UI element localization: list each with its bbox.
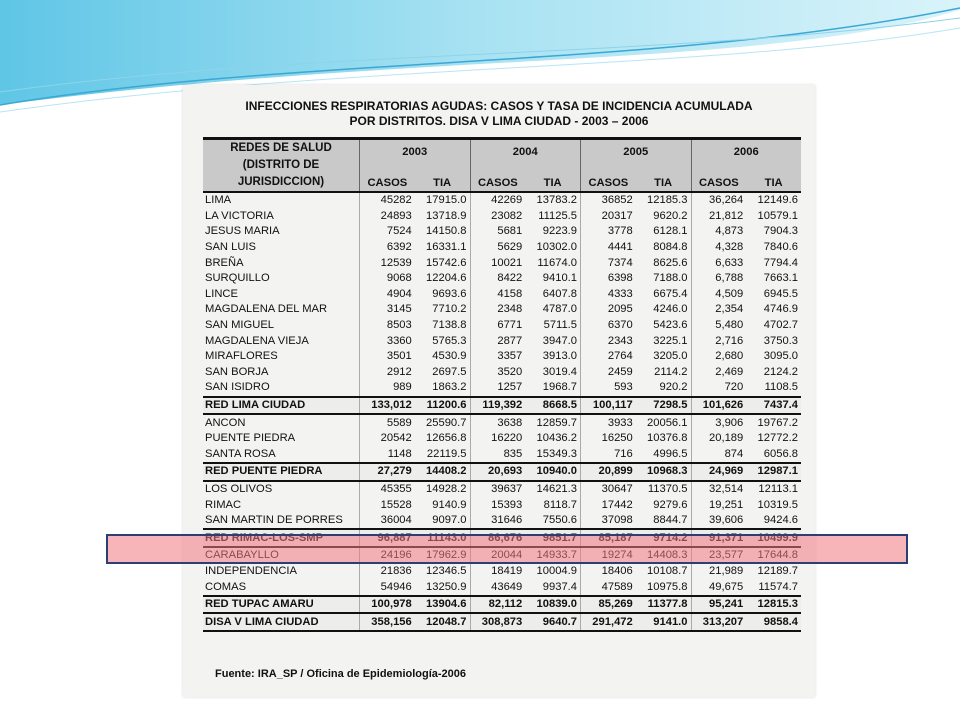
- casos-cell: 18419: [470, 564, 525, 580]
- tia-cell: 6128.1: [653, 225, 688, 238]
- table-row-grand-total: [203, 613, 801, 631]
- casos-cell: 4904: [360, 287, 415, 303]
- casos-cell: 85,269: [581, 596, 636, 614]
- tia-cell: 15349.3: [536, 447, 577, 460]
- table-row: [203, 240, 801, 256]
- tia-cell: 12189.7: [757, 564, 798, 577]
- casos-cell: 2343: [581, 333, 636, 349]
- tia-cell: 5711.5: [543, 319, 577, 332]
- district-name: LINCE: [205, 287, 238, 300]
- district-name: SAN ISIDRO: [205, 381, 270, 394]
- casos-cell: 21,989: [691, 564, 746, 580]
- tia-cell: 7550.6: [542, 514, 577, 527]
- casos-cell: 3357: [470, 349, 525, 365]
- tia-cell: 12859.7: [536, 416, 577, 429]
- tia-cell: 14928.2: [426, 482, 467, 495]
- casos-cell: 5589: [360, 414, 415, 431]
- tia-cell: 13250.9: [426, 580, 467, 593]
- casos-cell: 7374: [581, 255, 636, 271]
- tia-cell: 10436.2: [536, 432, 577, 445]
- casos-cell: 1257: [470, 380, 525, 397]
- table-row: [203, 497, 801, 513]
- tia-cell: 11574.7: [758, 580, 798, 593]
- tia-cell: 1968.7: [542, 381, 577, 394]
- casos-cell: 4333: [581, 287, 636, 303]
- header-casos-2006: CASOS: [691, 166, 746, 192]
- casos-cell: 6398: [581, 271, 636, 287]
- tia-cell: 17915.0: [426, 194, 467, 207]
- casos-cell: 17442: [581, 497, 636, 513]
- scanned-document: [183, 85, 815, 697]
- tia-cell: 2124.2: [763, 365, 798, 378]
- tia-cell: 8668.5: [525, 397, 580, 415]
- tia-cell: 4996.5: [653, 447, 688, 460]
- district-name: RED PUENTE PIEDRA: [203, 463, 360, 481]
- tia-cell: 8844.7: [653, 514, 688, 527]
- tia-cell: 3205.0: [653, 350, 688, 363]
- district-name: JESUS MARIA: [205, 225, 280, 238]
- district-name: RED TUPAC AMARU: [203, 596, 360, 614]
- tia-cell: 13783.2: [536, 194, 577, 207]
- header-redes-line-2: (DISTRITO DE: [242, 159, 320, 171]
- tia-cell: 2697.5: [432, 365, 467, 378]
- casos-cell: 4,509: [691, 287, 746, 303]
- casos-cell: 12539: [360, 255, 415, 271]
- tia-cell: 11125.5: [538, 209, 577, 222]
- tia-cell: 9141.0: [636, 613, 691, 631]
- tia-cell: 7794.4: [763, 256, 798, 269]
- header-redes: [203, 139, 360, 193]
- tia-cell: 6407.8: [542, 287, 577, 300]
- table-row: [203, 431, 801, 447]
- casos-cell: 5681: [470, 224, 525, 240]
- header-redes-line-3: JURISDICCION): [237, 176, 325, 188]
- casos-cell: 23082: [470, 209, 525, 225]
- tia-cell: 12772.2: [757, 432, 798, 445]
- casos-cell: 2,716: [691, 333, 746, 349]
- tia-cell: 12987.1: [746, 463, 801, 481]
- tia-cell: 12815.3: [746, 596, 801, 614]
- tia-cell: 3019.4: [542, 365, 577, 378]
- casos-cell: 874: [691, 447, 746, 464]
- casos-cell: 15393: [470, 497, 525, 513]
- header-tia-2004: TIA: [525, 166, 580, 192]
- tia-cell: 9620.2: [653, 209, 688, 222]
- casos-cell: 6,788: [691, 271, 746, 287]
- tia-cell: 12149.6: [757, 194, 798, 207]
- district-name: SAN LUIS: [205, 241, 256, 254]
- casos-cell: 2459: [581, 365, 636, 381]
- casos-cell: 358,156: [360, 613, 415, 631]
- header-casos-2004: CASOS: [470, 166, 525, 192]
- casos-cell: 2,680: [691, 349, 746, 365]
- document-title: [183, 99, 815, 129]
- casos-cell: 100,117: [581, 397, 636, 415]
- header-tia-2005: TIA: [636, 166, 691, 192]
- casos-cell: 3501: [360, 349, 415, 365]
- casos-cell: 37098: [581, 513, 636, 530]
- tia-cell: 7904.3: [763, 225, 798, 238]
- casos-cell: 15528: [360, 497, 415, 513]
- table-row: [203, 447, 801, 464]
- casos-cell: 43649: [470, 579, 525, 596]
- casos-cell: 3,906: [691, 414, 746, 431]
- tia-cell: 4702.7: [763, 319, 798, 332]
- casos-cell: 7524: [360, 224, 415, 240]
- casos-cell: 24893: [360, 209, 415, 225]
- tia-cell: 5765.3: [432, 334, 467, 347]
- table-row: [203, 414, 801, 431]
- district-name: MIRAFLORES: [205, 350, 278, 363]
- casos-cell: 95,241: [691, 596, 746, 614]
- tia-cell: 6945.5: [763, 287, 798, 300]
- table-row: [203, 333, 801, 349]
- header-year-2006: 2006: [691, 139, 801, 166]
- district-name: MAGDALENA DEL MAR: [205, 303, 328, 316]
- casos-cell: 45355: [360, 481, 415, 498]
- district-name: PUENTE PIEDRA: [205, 432, 296, 445]
- casos-cell: 2877: [470, 333, 525, 349]
- casos-cell: 21,812: [691, 209, 746, 225]
- header-year-2005: 2005: [581, 139, 692, 166]
- tia-cell: 3095.0: [763, 350, 798, 363]
- casos-cell: 4,328: [691, 240, 746, 256]
- header-year-2003: 2003: [360, 139, 471, 166]
- tia-cell: 12656.8: [426, 432, 467, 445]
- casos-cell: 4158: [470, 287, 525, 303]
- title-line-2: POR DISTRITOS. DISA V LIMA CIUDAD - 2003 – 2006: [349, 114, 649, 128]
- tia-cell: 12048.7: [415, 613, 470, 631]
- tia-cell: 11377.8: [636, 596, 691, 614]
- table-row: [203, 365, 801, 381]
- table-row: [203, 255, 801, 271]
- district-name: RIMAC: [205, 498, 242, 511]
- casos-cell: 49,675: [691, 579, 746, 596]
- tia-cell: 11200.6: [415, 397, 470, 415]
- tia-cell: 7298.5: [636, 397, 691, 415]
- tia-cell: 9858.4: [746, 613, 801, 631]
- casos-cell: 133,012: [360, 397, 415, 415]
- tia-cell: 12185.3: [647, 194, 688, 207]
- tia-cell: 9640.7: [525, 613, 580, 631]
- district-name: BREÑA: [205, 256, 244, 269]
- table-row-subtotal: [203, 596, 801, 614]
- casos-cell: 1148: [360, 447, 415, 464]
- casos-cell: 3638: [470, 414, 525, 431]
- casos-cell: 20,899: [581, 463, 636, 481]
- table-row: [203, 564, 801, 580]
- table-row: [203, 579, 801, 596]
- casos-cell: 4441: [581, 240, 636, 256]
- table-row: [203, 380, 801, 397]
- casos-cell: 39637: [470, 481, 525, 498]
- tia-cell: 1863.2: [432, 381, 467, 394]
- casos-cell: 16250: [581, 431, 636, 447]
- casos-cell: 5629: [470, 240, 525, 256]
- header-tia-2006: TIA: [746, 166, 801, 192]
- casos-cell: 3778: [581, 224, 636, 240]
- tia-cell: 14621.3: [536, 482, 577, 495]
- tia-cell: 9410.1: [542, 272, 577, 285]
- casos-cell: 3145: [360, 302, 415, 318]
- district-name: COMAS: [205, 580, 247, 593]
- casos-cell: 20,693: [470, 463, 525, 481]
- district-name: LA VICTORIA: [205, 209, 274, 222]
- tia-cell: 4530.9: [432, 350, 467, 363]
- tia-cell: 7138.8: [432, 319, 467, 332]
- tia-cell: 4746.9: [763, 303, 798, 316]
- casos-cell: 8503: [360, 318, 415, 334]
- tia-cell: 10579.1: [757, 209, 798, 222]
- district-name: SAN MIGUEL: [205, 319, 275, 332]
- casos-cell: 21836: [360, 564, 415, 580]
- tia-cell: 10376.8: [647, 432, 688, 445]
- casos-cell: 54946: [360, 579, 415, 596]
- table-row: [203, 209, 801, 225]
- tia-cell: 10839.0: [525, 596, 580, 614]
- tia-cell: 2114.2: [654, 365, 688, 378]
- tia-cell: 8625.6: [653, 256, 688, 269]
- casos-cell: 10021: [470, 255, 525, 271]
- table-header-years: [203, 139, 801, 166]
- table-row: [203, 481, 801, 498]
- casos-cell: 4,873: [691, 224, 746, 240]
- tia-cell: 9223.9: [542, 225, 577, 238]
- title-line-1: INFECCIONES RESPIRATORIAS AGUDAS: CASOS Y TASA DE INCIDENCIA ACUMULADA: [245, 99, 753, 113]
- tia-cell: 6056.8: [763, 447, 798, 460]
- district-name: MAGDALENA VIEJA: [205, 334, 309, 347]
- tia-cell: 13904.6: [415, 596, 470, 614]
- table-row: [203, 513, 801, 530]
- tia-cell: 14408.2: [415, 463, 470, 481]
- casos-cell: 16220: [470, 431, 525, 447]
- casos-cell: 2348: [470, 302, 525, 318]
- district-name: SANTA ROSA: [205, 447, 276, 460]
- casos-cell: 2095: [581, 302, 636, 318]
- tia-cell: 8084.8: [653, 241, 688, 254]
- casos-cell: 3933: [581, 414, 636, 431]
- tia-cell: 3750.3: [763, 334, 798, 347]
- tia-cell: 5423.6: [653, 319, 688, 332]
- casos-cell: 9068: [360, 271, 415, 287]
- casos-cell: 989: [360, 380, 415, 397]
- tia-cell: 10940.0: [525, 463, 580, 481]
- tia-cell: 10968.3: [636, 463, 691, 481]
- tia-cell: 10108.7: [647, 564, 688, 577]
- casos-cell: 6771: [470, 318, 525, 334]
- casos-cell: 720: [691, 380, 746, 397]
- casos-cell: 291,472: [581, 613, 636, 631]
- tia-cell: 3225.1: [653, 334, 688, 347]
- tia-cell: 11370.5: [647, 482, 688, 495]
- tia-cell: 12346.5: [426, 564, 467, 577]
- tia-cell: 10302.0: [536, 241, 577, 254]
- tia-cell: 16331.1: [426, 241, 467, 254]
- casos-cell: 19,251: [691, 497, 746, 513]
- casos-cell: 3360: [360, 333, 415, 349]
- casos-cell: 18406: [581, 564, 636, 580]
- tia-cell: 10975.8: [647, 580, 688, 593]
- casos-cell: 2912: [360, 365, 415, 381]
- casos-cell: 36004: [360, 513, 415, 530]
- tia-cell: 10004.9: [536, 564, 577, 577]
- table-row-subtotal: [203, 397, 801, 415]
- table-row: [203, 318, 801, 334]
- casos-cell: 2764: [581, 349, 636, 365]
- tia-cell: 10319.5: [757, 498, 798, 511]
- tia-cell: 7663.1: [763, 272, 798, 285]
- casos-cell: 119,392: [470, 397, 525, 415]
- table-row: [203, 271, 801, 287]
- tia-cell: 13718.9: [426, 209, 467, 222]
- tia-cell: 1108.5: [764, 381, 798, 394]
- table-row: [203, 192, 801, 209]
- tia-cell: 25590.7: [426, 416, 467, 429]
- header-casos-2003: CASOS: [360, 166, 415, 192]
- casos-cell: 36,264: [691, 192, 746, 209]
- district-name: SAN BORJA: [205, 365, 269, 378]
- tia-cell: 9097.0: [432, 514, 467, 527]
- casos-cell: 31646: [470, 513, 525, 530]
- tia-cell: 12204.6: [426, 272, 467, 285]
- casos-cell: 42269: [470, 192, 525, 209]
- tia-cell: 15742.6: [426, 256, 467, 269]
- table-row: [203, 302, 801, 318]
- tia-cell: 7840.6: [763, 241, 798, 254]
- casos-cell: 308,873: [470, 613, 525, 631]
- table-row: [203, 287, 801, 303]
- tia-cell: 14150.8: [426, 225, 467, 238]
- casos-cell: 3520: [470, 365, 525, 381]
- casos-cell: 24,969: [691, 463, 746, 481]
- tia-cell: 11674.0: [537, 256, 577, 269]
- casos-cell: 20317: [581, 209, 636, 225]
- casos-cell: 8422: [470, 271, 525, 287]
- casos-cell: 30647: [581, 481, 636, 498]
- tia-cell: 6675.4: [653, 287, 688, 300]
- tia-cell: 9140.9: [432, 498, 467, 511]
- casos-cell: 27,279: [360, 463, 415, 481]
- tia-cell: 20056.1: [647, 416, 688, 429]
- casos-cell: 2,469: [691, 365, 746, 381]
- casos-cell: 20,189: [691, 431, 746, 447]
- tia-cell: 7710.2: [432, 303, 467, 316]
- header-redes-line-1: REDES DE SALUD: [230, 142, 332, 154]
- tia-cell: 3947.0: [542, 334, 577, 347]
- district-name: LOS OLIVOS: [205, 482, 273, 495]
- district-name: INDEPENDENCIA: [205, 564, 298, 577]
- casos-cell: 39,606: [691, 513, 746, 530]
- header-tia-2003: TIA: [415, 166, 470, 192]
- tia-cell: 9693.6: [432, 287, 467, 300]
- casos-cell: 5,480: [691, 318, 746, 334]
- casos-cell: 20542: [360, 431, 415, 447]
- tia-cell: 22119.5: [426, 447, 467, 460]
- table-row-subtotal: [203, 463, 801, 481]
- header-casos-2005: CASOS: [581, 166, 636, 192]
- district-name: SAN MARTIN DE PORRES: [205, 514, 343, 527]
- casos-cell: 2,354: [691, 302, 746, 318]
- casos-cell: 6392: [360, 240, 415, 256]
- tia-cell: 8118.7: [543, 498, 577, 511]
- casos-cell: 593: [581, 380, 636, 397]
- source-note: Fuente: IRA_SP / Oficina de Epidemiología-2006: [215, 668, 467, 680]
- casos-cell: 313,207: [691, 613, 746, 631]
- tia-cell: 4787.0: [542, 303, 577, 316]
- tia-cell: 7437.4: [746, 397, 801, 415]
- casos-cell: 101,626: [691, 397, 746, 415]
- casos-cell: 100,978: [360, 596, 415, 614]
- tia-cell: 9279.6: [653, 498, 688, 511]
- casos-cell: 47589: [581, 579, 636, 596]
- district-name: DISA V LIMA CIUDAD: [203, 613, 360, 631]
- casos-cell: 716: [581, 447, 636, 464]
- casos-cell: 36852: [581, 192, 636, 209]
- table-row: [203, 224, 801, 240]
- casos-cell: 45282: [360, 192, 415, 209]
- casos-cell: 82,112: [470, 596, 525, 614]
- district-name: ANCON: [205, 416, 246, 429]
- casos-cell: 6,633: [691, 255, 746, 271]
- tia-cell: 9937.4: [542, 580, 577, 593]
- table-row: [203, 349, 801, 365]
- district-name: SURQUILLO: [205, 272, 270, 285]
- tia-cell: 3913.0: [542, 350, 577, 363]
- tia-cell: 19767.2: [757, 416, 798, 429]
- tia-cell: 4246.0: [653, 303, 688, 316]
- header-year-2004: 2004: [470, 139, 581, 166]
- tia-cell: 920.2: [659, 381, 688, 394]
- district-name: LIMA: [205, 194, 232, 207]
- casos-cell: 835: [470, 447, 525, 464]
- tia-cell: 9424.6: [763, 514, 798, 527]
- tia-cell: 12113.1: [758, 482, 798, 495]
- district-name: RED LIMA CIUDAD: [203, 397, 360, 415]
- casos-cell: 32,514: [691, 481, 746, 498]
- row-highlight-box: [106, 534, 908, 564]
- casos-cell: 6370: [581, 318, 636, 334]
- tia-cell: 7188.0: [653, 272, 688, 285]
